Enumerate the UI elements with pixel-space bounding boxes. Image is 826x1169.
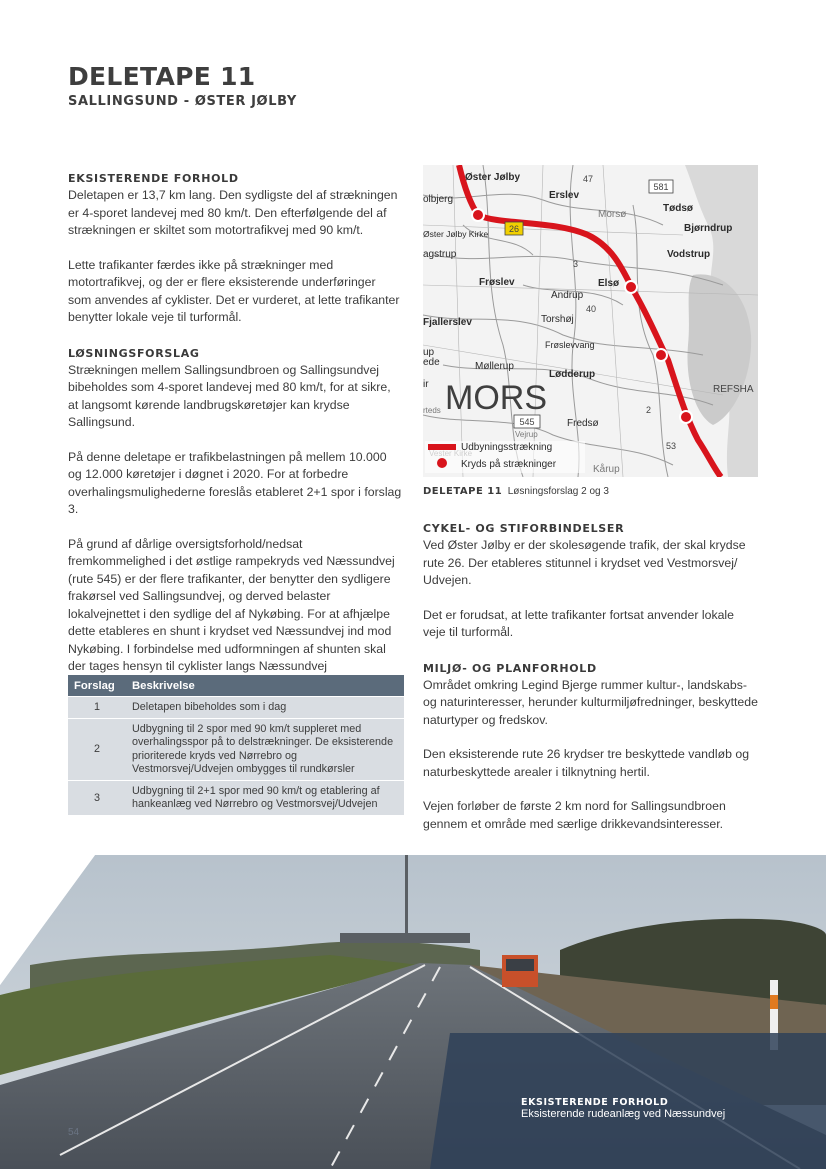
place-label: Øster Jølby Kirke [423, 229, 489, 239]
paragraph: Vejen forløber de første 2 km nord for Sallingsundbroen gennem et område med særlige drikkevandsinteresser. [423, 799, 726, 831]
page-number: 54 [68, 1127, 80, 1138]
section-heading: CYKEL- OG STIFORBINDELSER [423, 522, 625, 535]
place-label: Erslev [549, 190, 580, 201]
section-miljo [423, 660, 759, 834]
forslag-table [68, 675, 404, 815]
place-label: Møllerup [475, 361, 514, 372]
page-title: DELETAPE 11 [68, 62, 256, 91]
paragraph: På denne deletape er trafikbelastningen på mellem 10.000 og 12.000 køretøjer i døgnet i 2020. For at forbedre overhalingsmulighederne foreslås etableret 2+1 spor i forslag 3. [68, 449, 402, 516]
place-label: up [423, 347, 435, 358]
place-label: Fjallerslev [423, 317, 472, 328]
paragraph: Deletapen er 13,7 km lang. Den sydligste del af strækningen er 4-sporet landevej med 80 km/t. Den efterfølgende del af strækningen er skiltet som motortrafikvej med 90 km/t. [68, 188, 398, 237]
map-caption-label: DELETAPE 11 [423, 486, 503, 497]
crossing-dot [472, 209, 484, 221]
legend-line-swatch [428, 444, 456, 450]
place-label: olbjerg [423, 194, 454, 205]
table-row [68, 697, 404, 719]
legend-dot-swatch [437, 458, 447, 468]
road-number: 2 [646, 405, 652, 415]
legend-line-label: Udbyningsstrækning [461, 442, 553, 453]
paragraph: Strækningen mellem Sallingsundbroen og Sallingsundvej bibeholdes som 4-sporet landevej med 80 km/t, for at sikre, at langsomt kørende landbrugskøretøjer kan krydse Sallingsund. [68, 362, 391, 429]
place-label: rteds [423, 406, 441, 415]
map-caption-text: Løsningsforslag 2 og 3 [507, 486, 609, 497]
map-caption [423, 486, 609, 497]
place-label: Bjørndrup [684, 223, 733, 234]
place-label: Frøslev [479, 277, 515, 288]
place-label: Fredsø [567, 418, 599, 429]
photo-caption-title: EKSISTERENDE FORHOLD [521, 1097, 669, 1108]
place-label: Torshøj [541, 314, 574, 325]
section-heading: MILJØ- OG PLANFORHOLD [423, 661, 597, 675]
table-row [68, 781, 404, 816]
paragraph: Den eksisterende rute 26 krydser tre beskyttede vandløb og naturbeskyttede arealer i tilknytning hertil. [423, 747, 750, 779]
paragraph: Området omkring Legind Bjerge rummer kultur-, landskabs- og naturinteresser, herunder kulturmiljøfredninger, beskyttede naturtyper og fredskov. [423, 677, 758, 727]
road-number: 3 [573, 259, 579, 269]
road-number: 545 [519, 417, 535, 427]
page-subtitle: SALLINGSUND - ØSTER JØLBY [68, 94, 297, 109]
table-cell-num: 1 [68, 697, 126, 719]
photo-caption [521, 1097, 725, 1120]
left-column [68, 170, 402, 694]
section-cykel [423, 520, 759, 642]
section-heading: EKSISTERENDE FORHOLD [68, 172, 239, 185]
paragraph: Lette trafikanter færdes ikke på strækninger med motortrafikvej, og der er flere eksisterende underføringer som anvendes af cyklister. Det er vurderet, at lette trafikanter benytter lokale veje til turformål. [68, 257, 400, 324]
place-label: agstrup [423, 249, 457, 260]
place-label: Andrup [551, 290, 584, 301]
table-row [68, 719, 404, 781]
crossing-dot [655, 349, 667, 361]
table-cell-text: Deletapen bibeholdes som i dag [126, 697, 404, 719]
road-number: 53 [666, 441, 677, 451]
table-header-beskrivelse: Beskrivelse [126, 675, 404, 697]
route-map [423, 165, 758, 477]
place-label: Lødderup [549, 369, 596, 380]
place-label: ir [423, 379, 429, 390]
road-number: 47 [583, 174, 594, 184]
section-losning [68, 345, 402, 676]
place-label: Frøslevvang [545, 340, 595, 350]
legend-dot-label: Kryds på strækninger [461, 459, 557, 470]
road-photo [0, 855, 826, 1169]
place-label: REFSHA [713, 384, 754, 395]
road-number: 581 [653, 182, 669, 192]
place-label: Vejrup [515, 430, 538, 439]
table-header-forslag: Forslag [68, 675, 126, 697]
table-header-row [68, 675, 404, 697]
place-label: Øster Jølby [465, 172, 521, 183]
road-number: 26 [508, 224, 520, 234]
table-cell-text: Udbygning til 2 spor med 90 km/t suppleret med overhalingsspor på to delstrækninger. De eksisterende prioriterede kryds ved Nørrebro og Vestmorsvej/Udvejen ombygges til rundkørsler [126, 719, 404, 781]
place-label: Morsø [598, 209, 627, 220]
photo-caption-text: Eksisterende rudeanlæg ved Næssundvej [521, 1108, 726, 1120]
crossing-dot [680, 411, 692, 423]
place-label: Tødsø [663, 203, 693, 214]
paragraph: Det er forudsat, at lette trafikanter fortsat anvender lokale veje til turformål. [423, 607, 735, 639]
right-column [423, 520, 759, 851]
paragraph: Ved Øster Jølby er der skolesøgende trafik, der skal krydse rute 26. Der etableres stitunnel i krydset ved Vestmorsvej/ Udvejen. [423, 538, 746, 587]
map-region-label: MORS [445, 379, 547, 417]
road-number: 40 [586, 304, 597, 314]
table-cell-num: 2 [68, 719, 126, 781]
place-label: Elsø [598, 278, 620, 289]
paragraph: På grund af dårlige oversigtsforhold/nedsat fremkommelighed i det østlige rampekryds ved Næssundvej (rute 545) er der flere trafikanter, der benytter den sydligere frakørsel ved Sallingsundvej, og derved belaster lokalvejnettet i den sydlige del af Nykøbing. For at afhjælpe dette etableres en shunt i krydset ved Næssundvej ind mod Nykøbing. I forbindelse med udformningen af shunten skal der tages hensyn til cyklister langs Næssundvej [68, 536, 395, 673]
place-label: Kårup [593, 464, 620, 475]
crossing-dot [625, 281, 637, 293]
table-cell-num: 3 [68, 781, 126, 816]
place-label: Vodstrup [667, 249, 711, 260]
place-label: ede [423, 357, 440, 368]
section-heading: LØSNINGSFORSLAG [68, 346, 200, 360]
section-eksisterende [68, 170, 402, 327]
table-cell-text: Udbygning til 2+1 spor med 90 km/t og etablering af hankeanlæg ved Nørrebro og Vestmorsvej/Udvejen [126, 781, 404, 816]
